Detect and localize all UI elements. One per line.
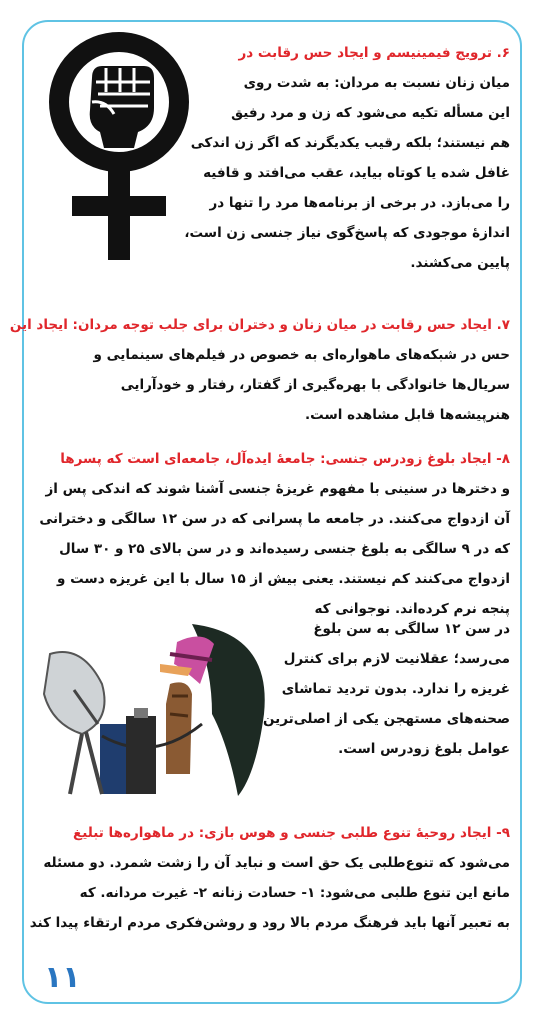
- section-8-line: آن ازدواج می‌کنند. در جامعه ما پسرانی که در سن ۱۲ سالگی و دخترانی: [39, 511, 510, 527]
- section-6-line: اندازۀ موجودی که پاسخ‌گوی نیاز جنسی زن است،: [184, 225, 510, 241]
- section-7-line: هنرپیشه‌ها قابل مشاهده است.: [305, 407, 510, 423]
- section-8-line: که در ۹ سالگی به بلوغ جنسی رسیده‌اند و در سن بالای ۲۵ و ۳۰ سال: [59, 541, 510, 557]
- section-7-heading-line: ۷. ایجاد حس رقابت در میان زنان و دختران برای جلب توجه مردان: ایجاد این: [9, 317, 510, 333]
- section-8-narrow-line: عوامل بلوغ زودرس است.: [338, 741, 510, 757]
- section-6-line: غافل شده یا کوتاه بیاید، عقب می‌افتد و قافیه: [203, 165, 510, 181]
- section-8-narrow-line: می‌رسد؛ عقلانیت لازم برای کنترل: [283, 651, 510, 667]
- section-6-line: این مسأله تکیه می‌شود که زن و مرد رفیق: [231, 105, 510, 121]
- section-9-line: مانع این تنوع طلبی می‌شود: ۱- حسادت زنانه ۲- غیرت مردانه. که: [79, 885, 510, 901]
- section-6-line: را می‌بازد. در برخی از برنامه‌ها مرد را تنها در: [209, 195, 510, 211]
- section-6-heading-line-1: ۶. ترویج فیمینیسم و ایجاد حس رقابت در: [238, 45, 510, 61]
- section-7: [9, 310, 510, 430]
- section-6: [184, 38, 510, 278]
- section-8-line: پنجه نرم کرده‌اند. نوجوانی که: [314, 601, 510, 617]
- section-6-line: پایین می‌کشند.: [410, 255, 510, 271]
- section-8-line: و دخترها در سنینی با مفهوم غریزۀ جنسی آشنا شوند که اندکی پس از: [45, 481, 510, 497]
- section-6-heading-line-2: میان زنان نسبت به مردان: به شدت روی: [243, 75, 510, 91]
- feminist-fist-icon: [44, 30, 194, 262]
- section-8: [36, 444, 510, 624]
- section-9-line: می‌شود که تنوع‌طلبی یک حق است و نباید آن را زشت شمرد. دو مسئله: [43, 855, 510, 871]
- section-8-narrow-line: غریزه را ندارد. بدون تردید تماشای: [281, 681, 510, 697]
- section-9-line: به تعبیر آنها باید فرهنگ مردم بالا رود و روشن‌فکری مردم ارتقاء پیدا کند: [29, 915, 510, 931]
- section-8-narrow-line: صحنه‌های مستهجن یکی از اصلی‌ترین: [263, 711, 510, 727]
- section-7-line: سریال‌ها خانوادگی با بهره‌گیری از گفتار، رفتار و خودآرایی: [120, 377, 510, 393]
- section-8-narrow-line: در سن ۱۲ سالگی به سن بلوغ: [313, 621, 510, 637]
- section-9-heading-line: ۹- ایجاد روحیۀ تنوع طلبی جنسی و هوس بازی: در ماهواره‌ها تبلیغ: [73, 825, 510, 841]
- section-8-heading-line: ۸- ایجاد بلوغ زودرس جنسی: جامعۀ ایده‌آل، جامعه‌ای است که پسرها: [60, 451, 510, 467]
- section-7-line: حس در شبکه‌های ماهواره‌ای به خصوص در فیلم‌های سینمایی و: [93, 347, 510, 363]
- page-number: ۱۱: [44, 960, 81, 995]
- section-8-narrow: [230, 614, 510, 764]
- section-6-line: هم نیستند؛ بلکه رقیب یکدیگرند که اگر زن اندکی: [190, 135, 510, 151]
- section-9: [29, 818, 510, 938]
- section-8-line: ازدواج می‌کنند کم نیستند. یعنی بیش از ۱۵ سال با این غریزه دست و: [57, 571, 510, 587]
